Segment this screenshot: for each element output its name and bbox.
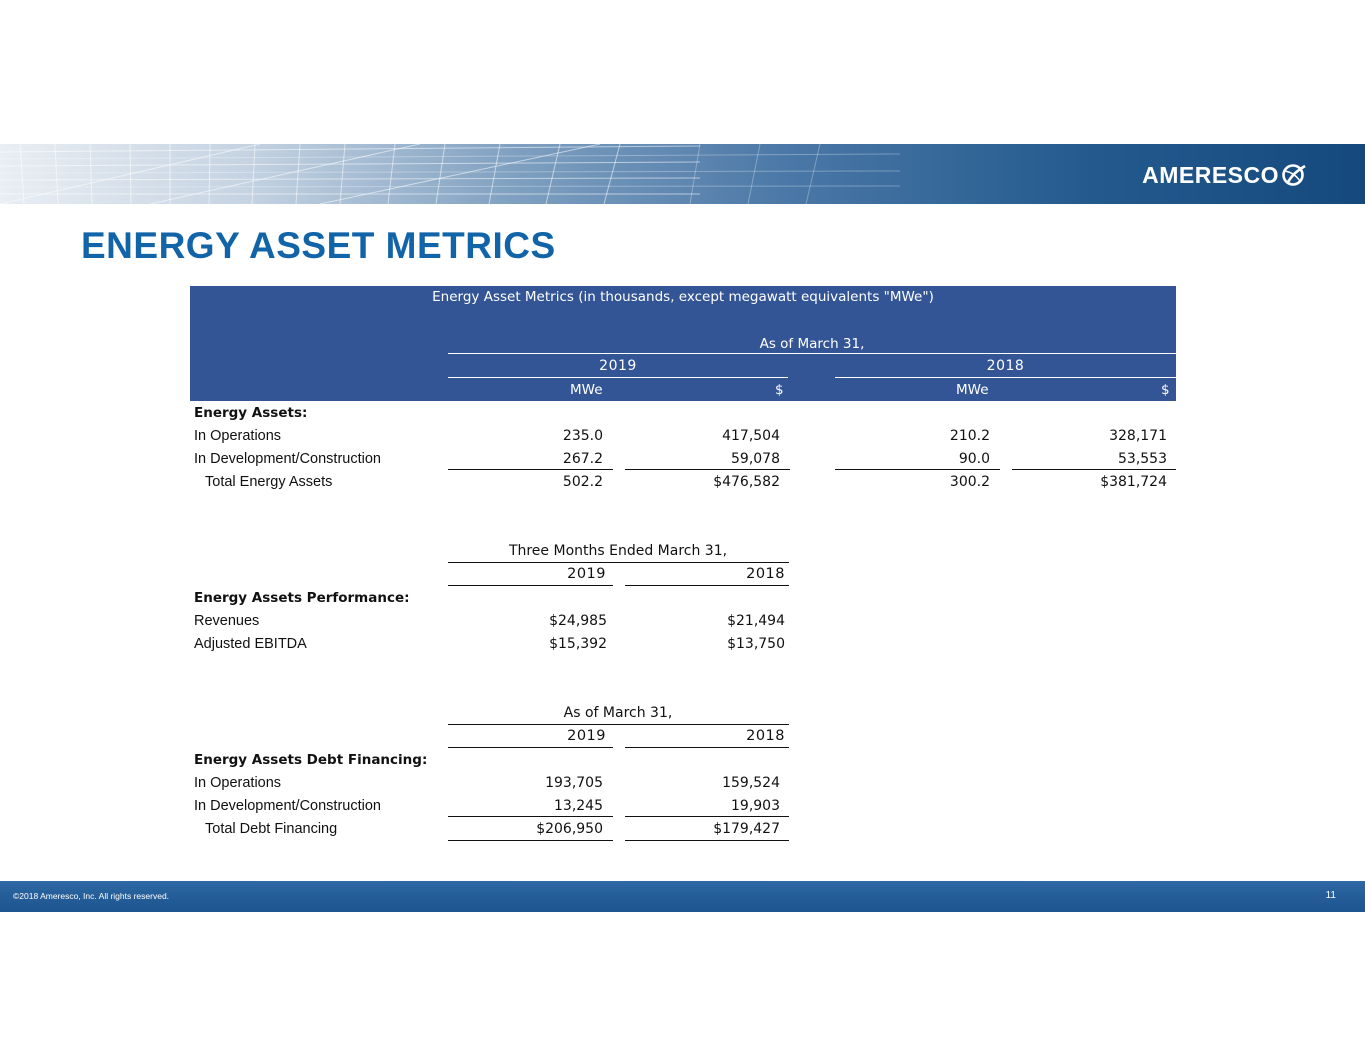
- cell-value: 193,705: [545, 775, 603, 791]
- cell-value: 267.2: [562, 451, 603, 467]
- cell-value: 502.2: [562, 474, 603, 490]
- row-label-in-operations: In Operations: [194, 775, 282, 791]
- year-2019-header: 2019: [599, 358, 637, 374]
- cell-value: 53,553: [1118, 451, 1167, 467]
- cell-value: 13,245: [554, 798, 603, 814]
- unit-mwe-2018: MWe: [956, 382, 989, 398]
- year-rule-2019: [448, 377, 788, 378]
- section-energy-assets: Energy Assets:: [194, 405, 308, 421]
- page-number: 11: [1325, 890, 1336, 901]
- year-rule-2018: [835, 377, 1176, 378]
- total-rule: [625, 840, 789, 841]
- ameresco-logo: [1142, 161, 1307, 189]
- year-2018-header: 2018: [986, 358, 1025, 374]
- row-label-in-development: In Development/Construction: [194, 451, 381, 467]
- subtotal-rule: [835, 469, 1000, 470]
- row-label-revenues: Revenues: [194, 613, 260, 629]
- year-2018-header: 2018: [746, 728, 785, 744]
- year-rule: [448, 747, 613, 748]
- cell-value: $179,427: [713, 821, 780, 837]
- year-2019-header: 2019: [567, 566, 606, 582]
- copyright-text: ©2018 Ameresco, Inc. All rights reserved.: [13, 891, 170, 901]
- subtotal-rule: [1012, 469, 1176, 470]
- year-2019-header: 2019: [567, 728, 606, 744]
- logo-text: AMERESCO: [1142, 161, 1279, 188]
- row-label-adjusted-ebitda: Adjusted EBITDA: [194, 636, 307, 652]
- table-caption: Energy Asset Metrics (in thousands, except megawatt equivalents "MWe"): [432, 289, 934, 305]
- cell-value: 300.2: [949, 474, 990, 490]
- cell-value: 90.0: [958, 451, 990, 467]
- subtotal-rule: [625, 469, 790, 470]
- caption-rule: [448, 724, 789, 725]
- section-energy-assets-performance: Energy Assets Performance:: [194, 590, 410, 606]
- year-rule: [625, 747, 789, 748]
- cell-value: 59,078: [731, 451, 780, 467]
- year-rule: [625, 585, 789, 586]
- year-2018-header: 2018: [746, 566, 785, 582]
- cell-value: $476,582: [713, 474, 780, 490]
- cell-value: $13,750: [727, 636, 785, 652]
- year-rule: [448, 585, 613, 586]
- subtotal-rule: [625, 816, 789, 817]
- cell-value: $15,392: [549, 636, 607, 652]
- header-banner: [0, 144, 1365, 204]
- row-label-total-energy-assets: Total Energy Assets: [205, 474, 333, 490]
- header-rule: [448, 353, 1176, 354]
- subtotal-rule: [448, 469, 613, 470]
- row-label-in-development: In Development/Construction: [194, 798, 381, 814]
- footer-bar: [0, 881, 1365, 912]
- logo-globe-icon: [1281, 162, 1307, 188]
- unit-dollar-2018: $: [1161, 382, 1170, 398]
- cell-value: $24,985: [549, 613, 607, 629]
- unit-mwe-2019: MWe: [570, 382, 603, 398]
- cell-value: 19,903: [731, 798, 780, 814]
- energy-assets-table-header: [190, 286, 1176, 401]
- cell-value: $21,494: [727, 613, 785, 629]
- total-rule: [448, 840, 613, 841]
- cell-value: 328,171: [1109, 428, 1167, 444]
- cell-value: 235.0: [562, 428, 603, 444]
- performance-caption: Three Months Ended March 31,: [508, 543, 728, 559]
- page-title: ENERGY ASSET METRICS: [81, 225, 556, 266]
- unit-dollar-2019: $: [775, 382, 784, 398]
- as-of-label: As of March 31,: [759, 336, 865, 352]
- section-energy-assets-debt-financing: Energy Assets Debt Financing:: [194, 752, 428, 768]
- row-label-total-debt-financing: Total Debt Financing: [205, 821, 338, 837]
- row-label-in-operations: In Operations: [194, 428, 282, 444]
- cell-value: $381,724: [1100, 474, 1167, 490]
- subtotal-rule: [448, 816, 613, 817]
- cell-value: 210.2: [949, 428, 990, 444]
- cell-value: $206,950: [536, 821, 603, 837]
- caption-rule: [448, 562, 789, 563]
- debt-caption: As of March 31,: [563, 705, 673, 721]
- cell-value: 159,524: [722, 775, 780, 791]
- cell-value: 417,504: [722, 428, 780, 444]
